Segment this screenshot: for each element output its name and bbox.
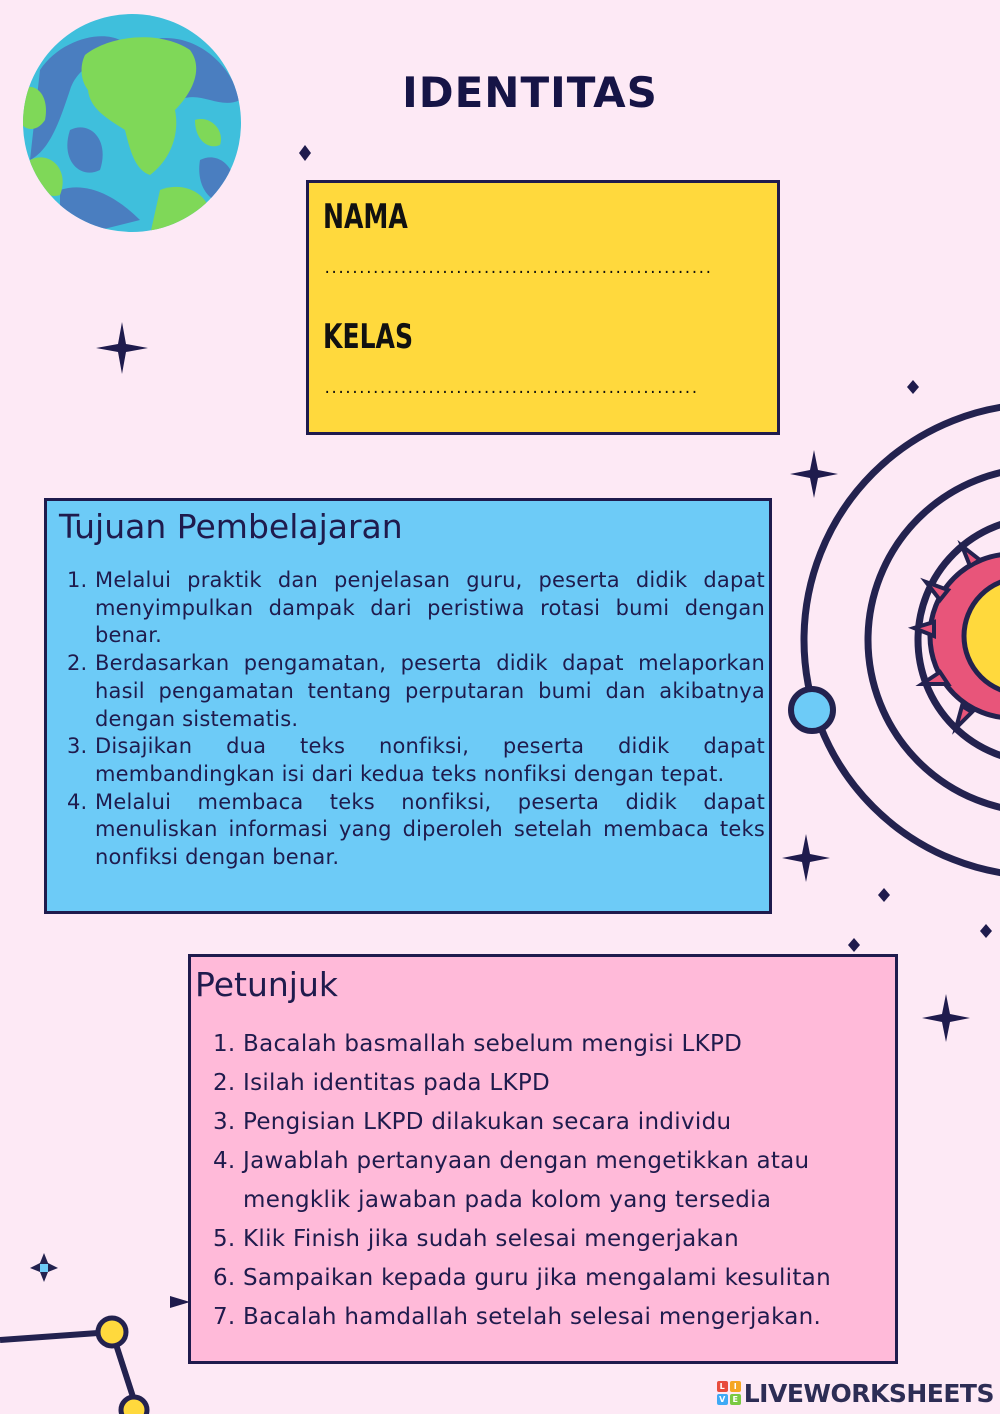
name-input-blank[interactable]: ........................................................	[323, 261, 712, 277]
list-item	[67, 789, 765, 872]
list-item-text: Sampaikan kepada guru jika mengalami kesulitan	[243, 1265, 831, 1291]
list-item	[213, 1220, 903, 1259]
list-item-text: Disajikan dua teks nonfiksi, peserta didik dapat membandingkan isi dari kedua teks nonfiksi dengan tepat.	[95, 734, 765, 786]
list-item	[213, 1259, 903, 1298]
list-item	[67, 650, 765, 733]
identity-box	[306, 180, 780, 435]
constellation-icon	[0, 1253, 147, 1414]
list-item	[67, 733, 765, 788]
logo-tile: E	[730, 1394, 741, 1405]
instructions-title: Petunjuk	[195, 965, 338, 1004]
list-item	[213, 1064, 903, 1103]
logo-tile: V	[717, 1394, 728, 1405]
class-label: KELAS	[323, 317, 414, 357]
liveworksheets-brand[interactable]	[717, 1376, 994, 1410]
list-item-number: 3.	[213, 1109, 236, 1135]
list-item	[213, 1103, 903, 1142]
list-item-text: Bacalah hamdallah setelah selesai mengerjakan.	[243, 1304, 822, 1330]
brand-text: LIVEWORKSHEETS	[743, 1378, 994, 1408]
list-item-number: 5.	[213, 1226, 236, 1252]
list-item	[67, 567, 765, 650]
list-item-number: 7.	[213, 1304, 236, 1330]
page-title: IDENTITAS	[402, 68, 658, 117]
instructions-list	[213, 1025, 903, 1337]
list-item-number: 1.	[213, 1031, 236, 1057]
list-item-text: Pengisian LKPD dilakukan secara individu	[243, 1109, 732, 1135]
learning-objectives-list	[67, 567, 765, 872]
list-item-text: Melalui praktik dan penjelasan guru, peserta didik dapat menyimpulkan dampak dari peristiwa rotasi bumi dengan benar.	[95, 568, 765, 648]
list-item-text: Bacalah basmallah sebelum mengisi LKPD	[243, 1031, 743, 1057]
planet-dot-icon	[791, 689, 833, 731]
list-item-number: 4.	[213, 1148, 236, 1174]
list-item	[213, 1025, 903, 1064]
list-item-number: 3.	[67, 734, 88, 759]
list-item-text: Isilah identitas pada LKPD	[243, 1070, 551, 1096]
list-item-number: 2.	[213, 1070, 236, 1096]
list-item-number: 1.	[67, 568, 88, 592]
name-label: NAMA	[323, 197, 408, 237]
list-item	[213, 1298, 903, 1337]
logo-tile: I	[730, 1381, 741, 1392]
earth-icon	[18, 14, 241, 240]
list-item-text: Jawablah pertanyaan dengan mengetikkan atau mengklik jawaban pada kolom yang tersedia	[243, 1148, 810, 1213]
list-item-text: Klik Finish jika sudah selesai mengerjakan	[243, 1226, 739, 1252]
learning-objectives-title: Tujuan Pembelajaran	[59, 507, 403, 546]
learning-objectives-box	[44, 498, 772, 914]
class-input-blank[interactable]: ......................................................	[323, 381, 698, 397]
liveworksheets-logo-icon	[717, 1381, 741, 1405]
logo-tile: L	[717, 1381, 728, 1392]
list-item-text: Berdasarkan pengamatan, peserta didik dapat melaporkan hasil pengamatan tentang perputaran bumi dan akibatnya dengan sistematis.	[95, 651, 765, 731]
list-item	[213, 1142, 903, 1220]
instructions-box	[188, 954, 898, 1364]
list-item-number: 4.	[67, 789, 88, 814]
list-item-text: Melalui membaca teks nonfiksi, peserta didik dapat menuliskan informasi yang diperoleh setelah membaca teks nonfiksi dengan benar.	[95, 789, 765, 870]
sun-icon	[914, 546, 1000, 728]
list-item-number: 6.	[213, 1265, 236, 1291]
list-item-number: 2.	[67, 651, 88, 676]
